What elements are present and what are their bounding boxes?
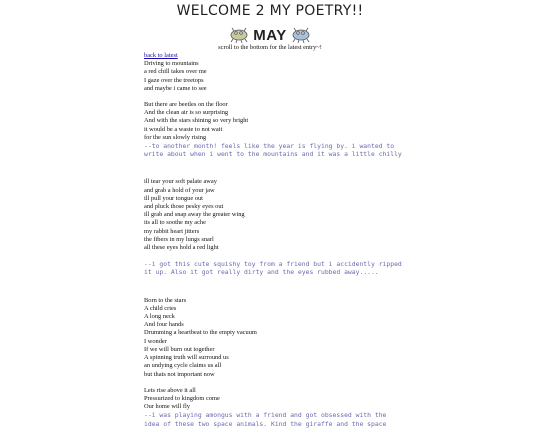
poem-line: And four hands (144, 321, 184, 329)
poem-line: Our home will fly (144, 403, 190, 411)
poem-line: Drumming a heartbeat to the empty vacuum (144, 329, 257, 337)
poem-line: and maybe i came to see (144, 84, 207, 92)
author-note: --i was playing amongus with a friend and got obsessed with the idea of these two space animals. Kind the giraffe and the space (144, 411, 387, 428)
back-to-latest-link[interactable]: back to latest (144, 52, 178, 59)
month-header (0, 26, 540, 44)
poem-line: And with the stars shining so very bright (144, 117, 249, 125)
poem-line: I wonder (144, 337, 167, 345)
poem-line: Driving to mountains (144, 60, 199, 68)
author-note: --to another month! feels like the year is flying by. i wanted to write about when i went to the mountains and it was a little chilly (144, 142, 402, 159)
poem-line: ill pull your tongue out (144, 194, 203, 202)
poem-line: A spinning truth will surround us (144, 354, 229, 362)
poem-line: a red chill takes over me (144, 68, 207, 76)
poem-line: my rabbit heart jitters (144, 227, 200, 235)
poem-line: for the sun slowly rising (144, 133, 207, 141)
poem-line: and pluck those pesky eyes out (144, 203, 224, 211)
poem-line: but thats not important now (144, 370, 215, 378)
poem-line: its all to soothe my ache (144, 219, 206, 227)
poem-line: the fibers in my lungs snarl (144, 235, 214, 243)
subtitle: scroll to the bottom for the latest entry~! (218, 44, 322, 51)
poem-entry (144, 60, 404, 93)
poem-line: I gaze over the treetops (144, 76, 204, 84)
poem-line: And the clean air is so surprising (144, 109, 229, 117)
poem-line: Born to the stars (144, 296, 187, 304)
poem-line: ill grab and snap away the greater wing (144, 211, 245, 219)
month-title: MAY (253, 26, 287, 44)
poem-entry (144, 178, 404, 276)
poem-line: If we will burn out together (144, 345, 215, 353)
poem-line: and grab a hold of your jaw (144, 186, 215, 194)
poem-line: ill tear your soft palate away (144, 178, 217, 186)
poem-line: But there are beetles on the floor (144, 101, 228, 109)
poem-line: A long neck (144, 313, 175, 321)
poem-entry (144, 297, 404, 379)
poem-line: an undying cycle claims us all (144, 362, 222, 370)
bug-creature-icon (291, 27, 311, 43)
author-note: --i got this cute squishy toy from a friend but i accidently ripped it up. Also it got really dirty and the eyes rubbed away..... (144, 260, 402, 277)
poem-line: A child cries (144, 304, 177, 312)
poem-feed (144, 52, 404, 428)
poem-entry (144, 387, 404, 428)
poem-line: Lets rise above it all (144, 386, 196, 394)
bug-creature-icon (229, 27, 249, 43)
poem-line: all these eyes hold a red light (144, 244, 219, 252)
page-title: WELCOME 2 MY POETRY!! (176, 3, 364, 19)
poem-line: Pressurized to kingdom come (144, 394, 220, 402)
poem-entry (144, 101, 404, 158)
poem-line: it would be a waste to not wait (144, 125, 223, 133)
